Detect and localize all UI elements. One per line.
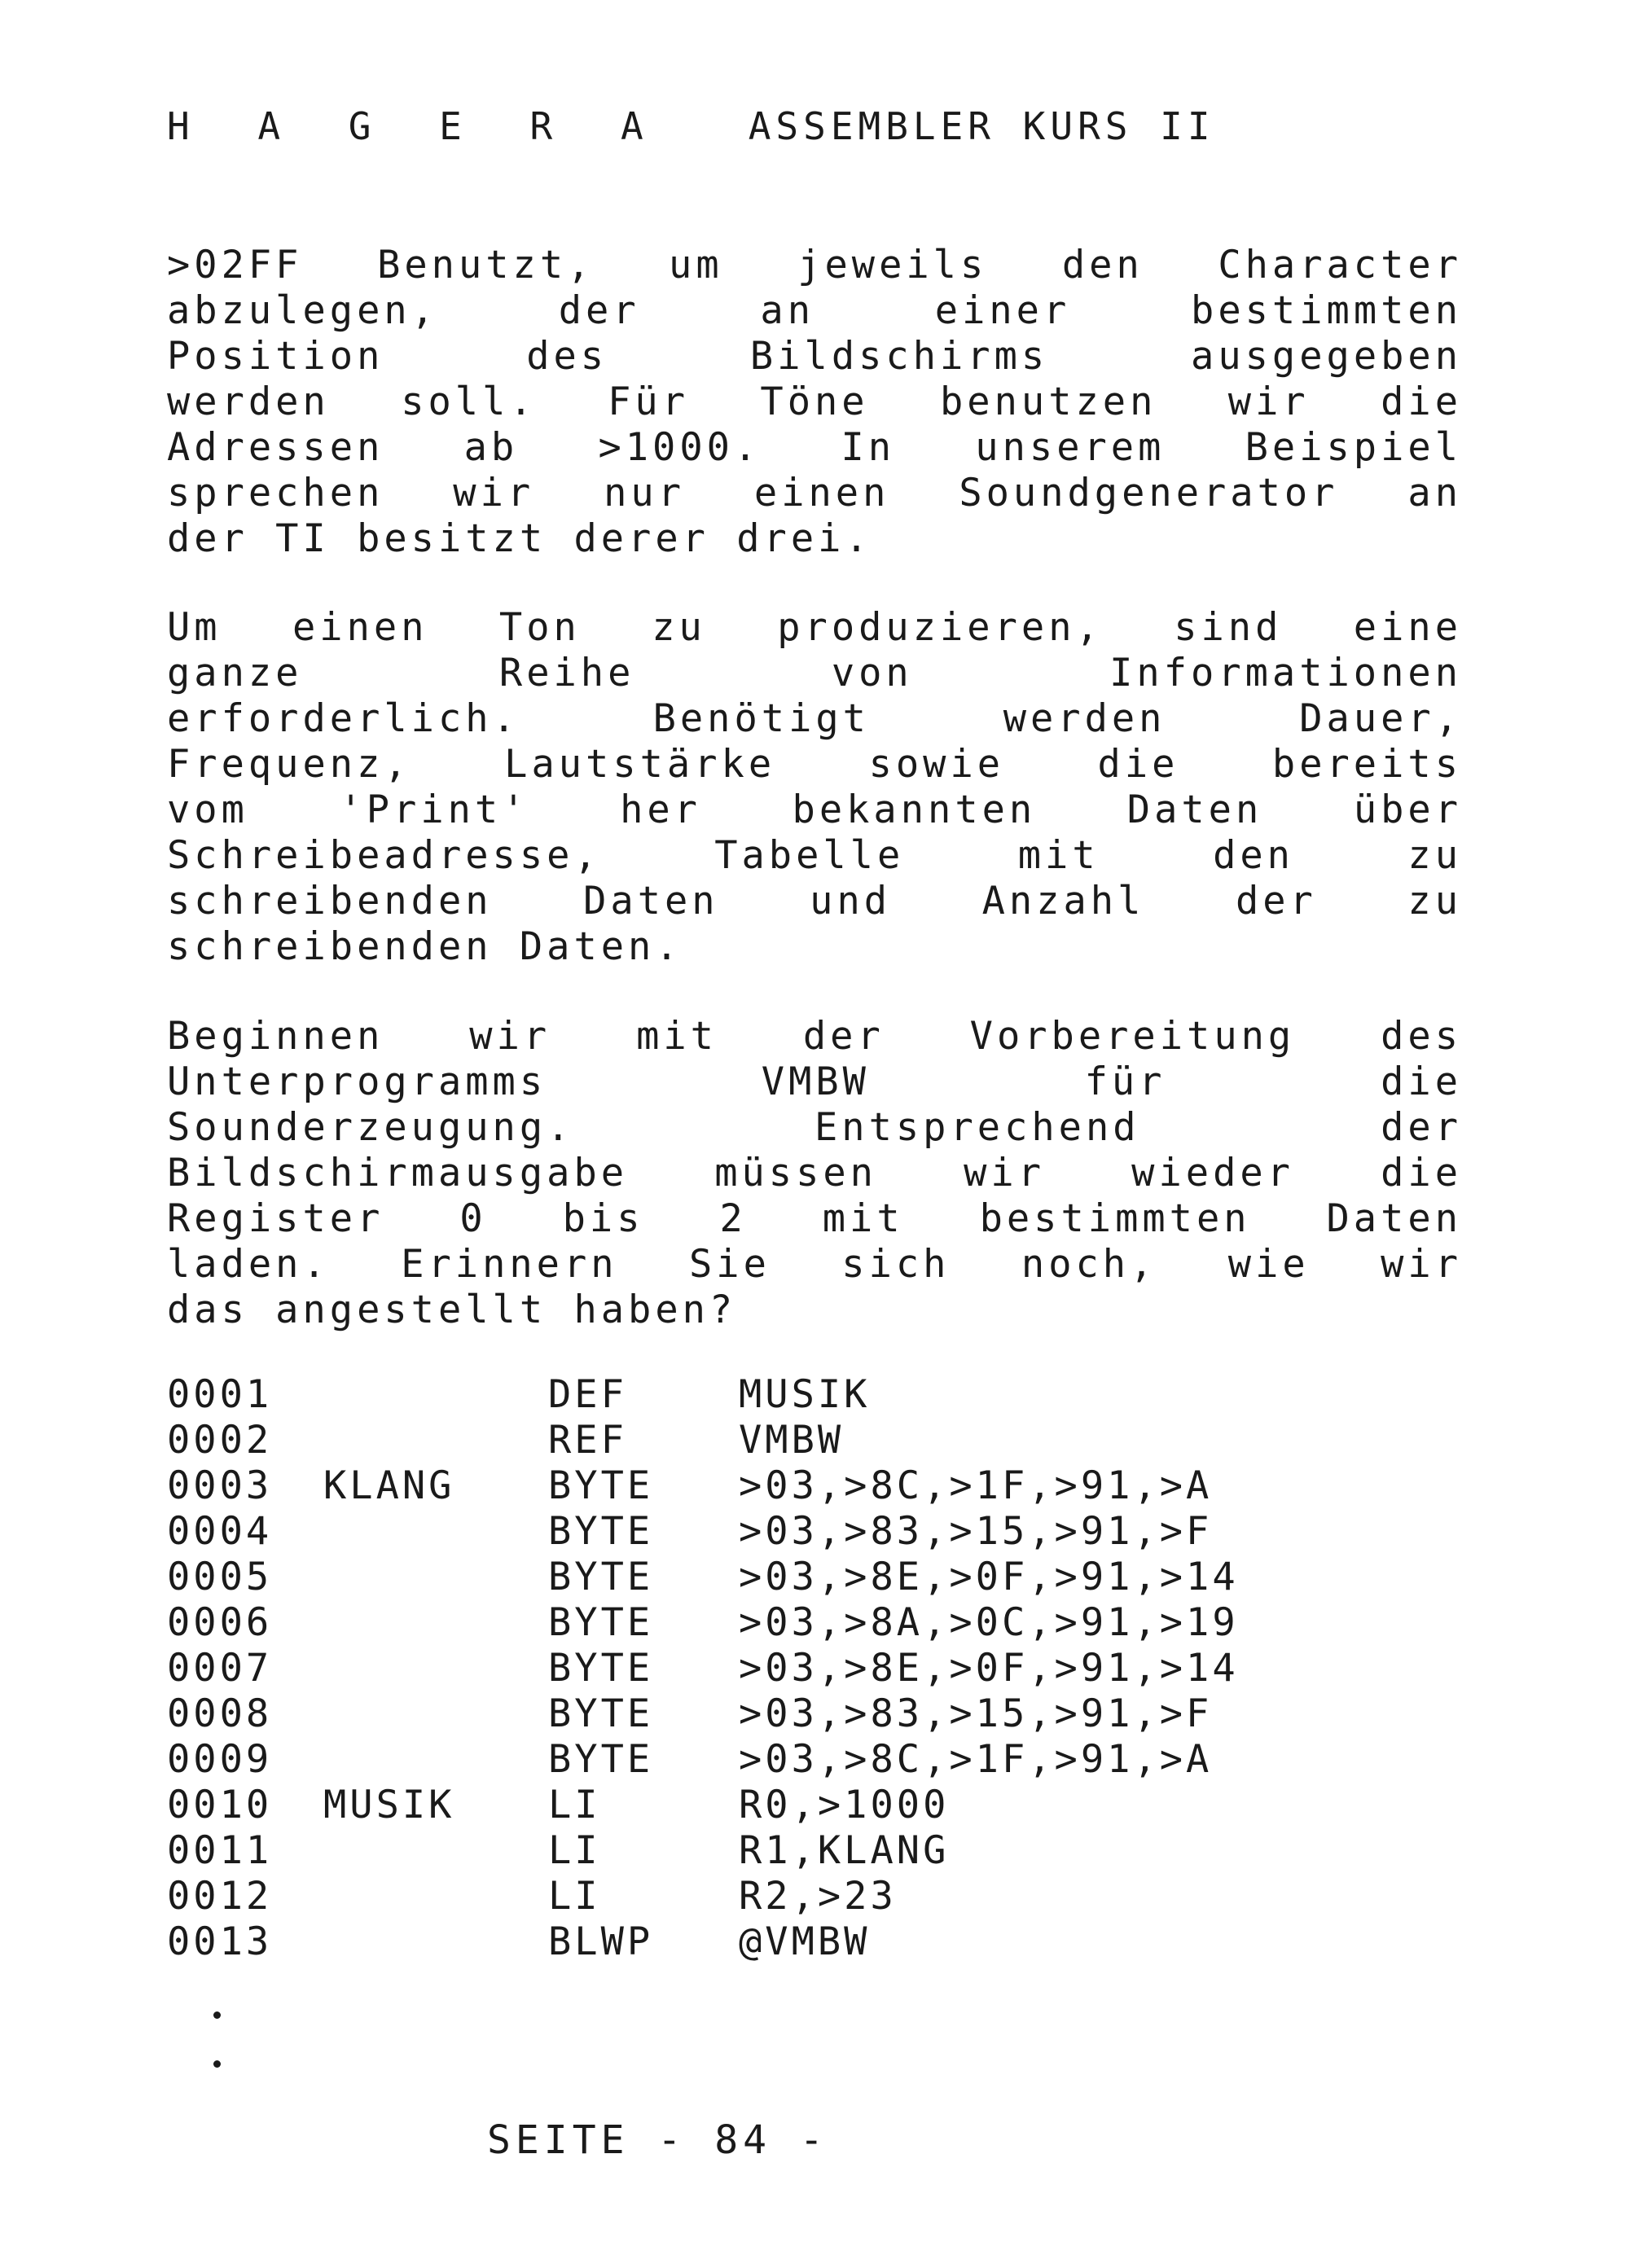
code-row <box>167 1418 1470 1463</box>
code-row <box>167 1509 1470 1555</box>
code-opcode: BYTE <box>548 1509 654 1554</box>
code-operand: >03,>8E,>0F,>91,>14 <box>739 1555 1239 1599</box>
text-line: Frequenz, Lautstärke sowie die bereits <box>167 742 1462 787</box>
code-opcode: BYTE <box>548 1646 654 1691</box>
code-opcode: LI <box>548 1783 601 1827</box>
code-row <box>167 1463 1470 1509</box>
header-brand: H A G E R A <box>167 104 666 148</box>
line-number: 0010 <box>167 1783 273 1827</box>
text-line: Sounderzeugung. Entsprechend der <box>167 1105 1462 1150</box>
page-header <box>167 104 1215 148</box>
text-line: schreibenden Daten. <box>167 924 683 969</box>
text-line: >02FF Benutzt, um jeweils den Character <box>167 243 1462 287</box>
text-line: Schreibeadresse, Tabelle mit den zu <box>167 833 1462 878</box>
ellipsis-dot <box>213 2011 221 2019</box>
text-line: Um einen Ton zu produzieren, sind eine <box>167 605 1462 650</box>
code-opcode: BYTE <box>548 1737 654 1782</box>
paragraph-1 <box>167 243 1462 562</box>
code-opcode: BYTE <box>548 1555 654 1599</box>
code-row <box>167 1874 1470 1919</box>
paragraph-3 <box>167 1014 1462 1333</box>
code-operand: MUSIK <box>739 1372 871 1417</box>
code-operand: >03,>83,>15,>91,>F <box>739 1691 1213 1736</box>
text-line: ganze Reihe von Informationen <box>167 651 1462 695</box>
line-number: 0013 <box>167 1919 273 1964</box>
text-line: Position des Bildschirms ausgegeben <box>167 334 1462 379</box>
code-opcode: BYTE <box>548 1600 654 1645</box>
code-operand: >03,>8A,>0C,>91,>19 <box>739 1600 1239 1645</box>
line-number: 0007 <box>167 1646 273 1691</box>
page-footer: SEITE - 84 - <box>487 2117 828 2163</box>
code-opcode: DEF <box>548 1372 627 1417</box>
code-row <box>167 1691 1470 1737</box>
code-row <box>167 1372 1470 1418</box>
line-number: 0012 <box>167 1874 273 1919</box>
code-operand: >03,>8C,>1F,>91,>A <box>739 1463 1213 1508</box>
line-number: 0001 <box>167 1372 273 1417</box>
code-operand: >03,>8E,>0F,>91,>14 <box>739 1646 1239 1691</box>
line-number: 0005 <box>167 1555 273 1599</box>
code-label: MUSIK <box>323 1783 455 1827</box>
code-operand: R0,>1000 <box>739 1783 950 1827</box>
code-opcode: BLWP <box>548 1919 654 1964</box>
code-label: KLANG <box>323 1463 455 1508</box>
code-operand: >03,>83,>15,>91,>F <box>739 1509 1213 1554</box>
line-number: 0004 <box>167 1509 273 1554</box>
line-number: 0008 <box>167 1691 273 1736</box>
code-row <box>167 1783 1470 1828</box>
code-operand: @VMBW <box>739 1919 871 1964</box>
text-line: Unterprogramms VMBW für die <box>167 1059 1462 1104</box>
text-line: laden. Erinnern Sie sich noch, wie wir <box>167 1242 1462 1287</box>
ellipsis-dot <box>213 2060 221 2068</box>
code-row <box>167 1646 1470 1691</box>
line-number: 0011 <box>167 1828 273 1873</box>
line-number: 0003 <box>167 1463 273 1508</box>
paragraph-2 <box>167 605 1462 970</box>
text-line: Beginnen wir mit der Vorbereitung des <box>167 1014 1462 1059</box>
text-line: Register 0 bis 2 mit bestimmten Daten <box>167 1196 1462 1241</box>
code-row <box>167 1828 1470 1874</box>
line-number: 0006 <box>167 1600 273 1645</box>
code-row <box>167 1555 1470 1600</box>
text-line: der TI besitzt derer drei. <box>167 516 872 561</box>
text-line: vom 'Print' her bekannten Daten über <box>167 787 1462 832</box>
code-listing <box>167 1372 1470 1965</box>
code-opcode: LI <box>548 1828 601 1873</box>
code-row <box>167 1737 1470 1783</box>
code-operand: >03,>8C,>1F,>91,>A <box>739 1737 1213 1782</box>
text-line: Adressen ab >1000. In unserem Beispiel <box>167 425 1462 470</box>
code-row <box>167 1600 1470 1646</box>
code-operand: R2,>23 <box>739 1874 897 1919</box>
text-line: sprechen wir nur einen Soundgenerator an <box>167 471 1462 515</box>
text-line: Bildschirmausgabe müssen wir wieder die <box>167 1151 1462 1195</box>
text-line: erforderlich. Benötigt werden Dauer, <box>167 696 1462 741</box>
code-operand: VMBW <box>739 1418 845 1463</box>
line-number: 0002 <box>167 1418 273 1463</box>
text-line: werden soll. Für Töne benutzen wir die <box>167 379 1462 424</box>
text-line: abzulegen, der an einer bestimmten <box>167 288 1462 333</box>
line-number: 0009 <box>167 1737 273 1782</box>
text-line: schreibenden Daten und Anzahl der zu <box>167 879 1462 923</box>
code-opcode: LI <box>548 1874 601 1919</box>
code-row <box>167 1919 1470 1965</box>
code-operand: R1,KLANG <box>739 1828 950 1873</box>
code-opcode: REF <box>548 1418 627 1463</box>
header-title: ASSEMBLER KURS II <box>748 104 1215 148</box>
code-opcode: BYTE <box>548 1691 654 1736</box>
code-opcode: BYTE <box>548 1463 654 1508</box>
text-line: das angestellt haben? <box>167 1288 737 1332</box>
